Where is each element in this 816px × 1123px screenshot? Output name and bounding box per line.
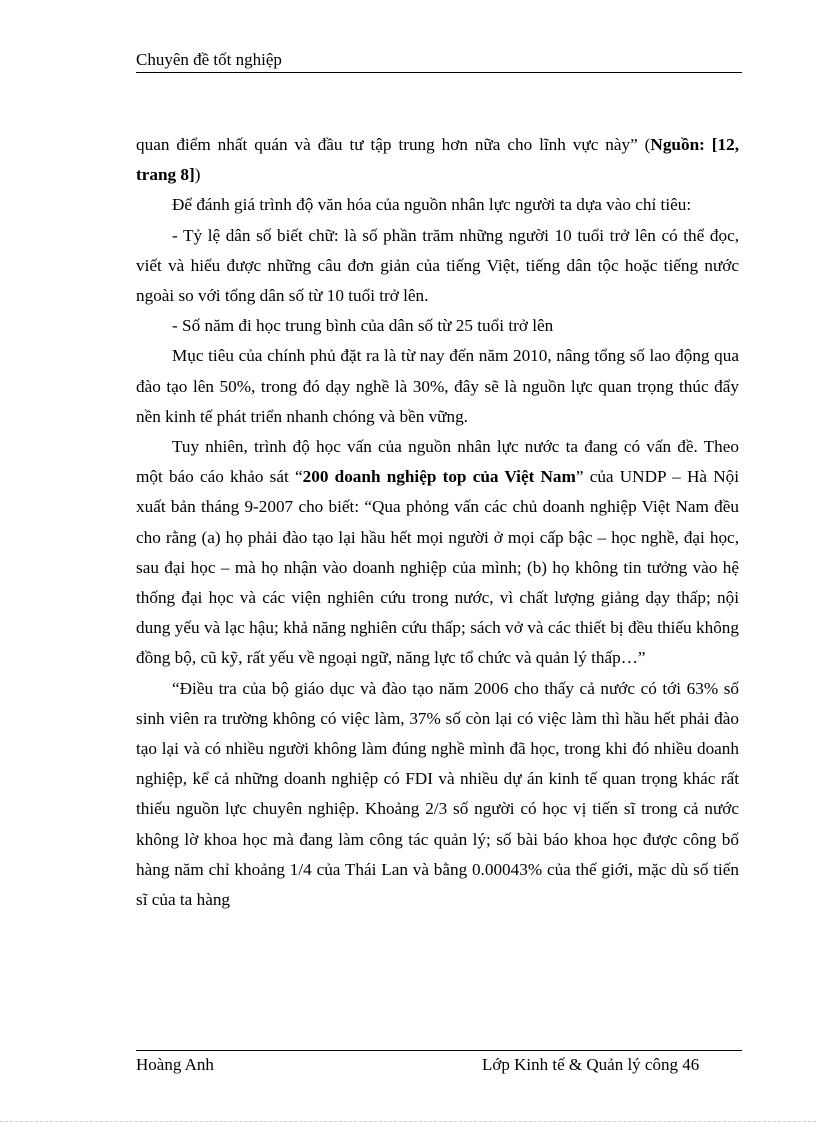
paragraph-undp-survey (136, 432, 739, 674)
paragraph-criteria-intro: Để đánh giá trình độ văn hóa của nguồn nhân lực người ta dựa vào chỉ tiêu: (172, 195, 692, 215)
paragraph-continuation (136, 130, 739, 190)
paragraph-education-survey: “Điều tra của bộ giáo dục và đào tạo năm 2006 cho thấy cả nước có tới 63% số sinh viên ra trường không có việc làm, 37% số còn lại có việc làm thì hầu hết phải đào tạo lại và có nhiều người không làm đúng nghề mình đã học, trong khi đó nhiều doanh nghiệp, kể cả những doanh nghiệp có FDI và nhiều dự án kinh tế quan trọng khác rất thiếu nguồn lực chuyên nghiệp. Khoảng 2/3 số người có học vị tiến sĩ trong cả nước không lờ khoa học mà đang làm công tác quản lý; số bài báo khoa học được công bố hàng năm chỉ khoảng 1/4 của Thái Lan và bằng 0.00043% của thế giới, mặc dù số tiến sĩ của ta hàng (136, 678, 739, 910)
document-body (136, 130, 739, 915)
paragraph-text: ) (194, 165, 201, 185)
header-divider (136, 72, 742, 73)
paragraph-government-target: Mục tiêu của chính phủ đặt ra là từ nay đến năm 2010, nâng tổng số lao động qua đào tạo lên 50%, trong đó dạy nghề là 30%, đây sẽ là nguồn lực quan trọng thúc đẩy nền kinh tế phát triển nhanh chóng và bền vững. (136, 346, 739, 426)
footer-author: Hoàng Anh (136, 1055, 214, 1074)
survey-title: 200 doanh nghiệp top của Việt Nam (302, 467, 576, 487)
footer-divider (136, 1050, 742, 1051)
paragraph-schooling-years: - Số năm đi học trung bình của dân số từ 25 tuổi trở lên (172, 316, 554, 336)
paragraph-text: quan điểm nhất quán và đầu tư tập trung hơn nữa cho lĩnh vực này” ( (136, 135, 651, 154)
paragraph-text: ” của UNDP – Hà Nội xuất bản tháng 9-2007 cho biết: “Qua phỏng vấn các chủ doanh nghiệp Việt Nam đều cho rằng (a) họ phải đào tạo lại hầu hết mọi người ở mọi cấp bậc – học nghề, đại học, sau đại học – mà họ nhận vào doanh nghiệp của mình; (b) họ không tin tưởng vào hệ thống đại học và các viện nghiên cứu trong nước, vì chất lượng giảng dạy thấp; nội dung yếu và lạc hậu; khả năng nghiên cứu thấp; sách vở và các thiết bị đều thiếu không đồng bộ, cũ kỹ, rất yếu về ngoại ngữ, năng lực tổ chức và quản lý thấp…” (136, 467, 739, 668)
page-header-title: Chuyên đề tốt nghiệp (136, 50, 282, 69)
paragraph-literacy-rate: - Tỷ lệ dân số biết chữ: là số phần trăm những người 10 tuổi trở lên có thể đọc, viết và hiểu được những câu đơn giản của tiếng Việt, tiếng dân tộc hoặc tiếng nước ngoài so với tổng dân số từ 10 tuổi trở lên. (136, 225, 739, 306)
footer-class-label: Lớp Kinh tế & Quản lý công 46 (482, 1055, 700, 1074)
source-citation: Nguồn: [12, trang 8] (136, 135, 739, 185)
page-boundary (0, 1121, 816, 1122)
paragraph-text: Tuy nhiên, trình độ học vấn của nguồn nhân lực nước ta đang có vấn đề. Theo một báo cáo khảo sát “ (136, 437, 739, 487)
